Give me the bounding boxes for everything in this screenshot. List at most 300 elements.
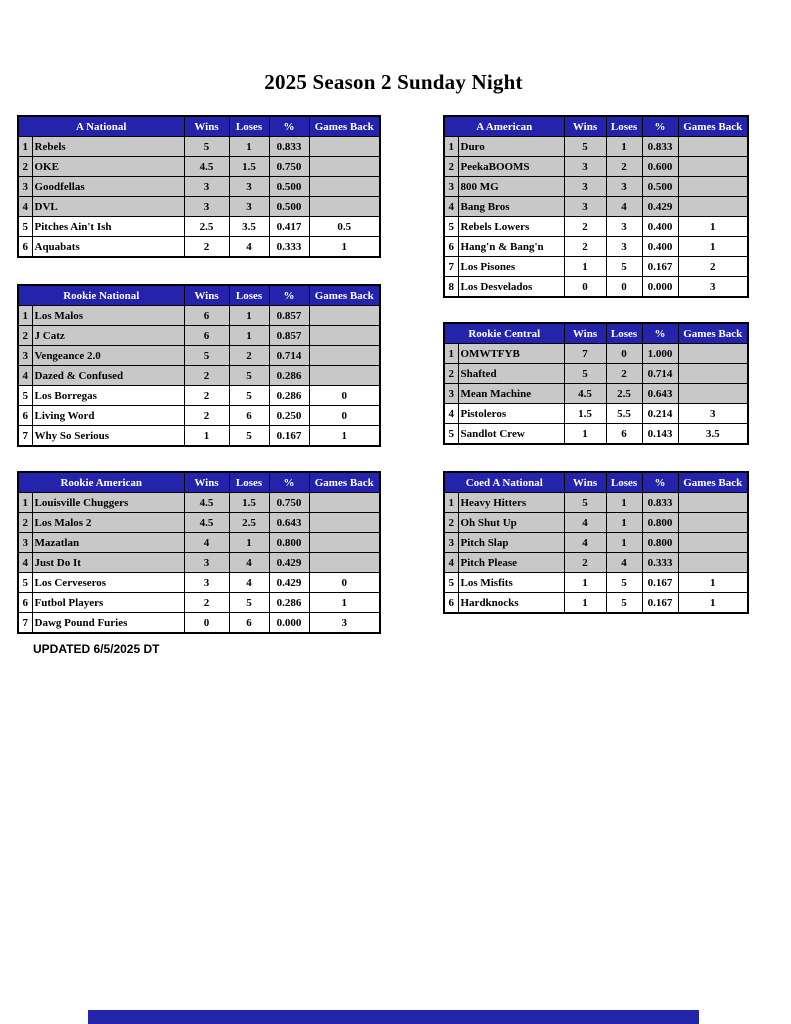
pct-cell: 0.600	[642, 157, 678, 177]
loses-cell: 2.5	[229, 513, 269, 533]
pct-cell: 0.167	[642, 257, 678, 277]
wins-cell: 2	[184, 593, 229, 613]
col-header-loses: Loses	[606, 472, 642, 493]
header-row	[444, 116, 748, 137]
pct-cell: 0.286	[269, 366, 309, 386]
col-header-wins: Wins	[184, 472, 229, 493]
col-header-loses: Loses	[229, 472, 269, 493]
rank-cell: 6	[18, 593, 32, 613]
team-name-cell: Pitches Ain't Ish	[32, 217, 184, 237]
rank-cell: 5	[444, 424, 458, 445]
pct-cell: 0.000	[642, 277, 678, 298]
games-back-cell: 3	[678, 277, 748, 298]
rank-cell: 2	[18, 513, 32, 533]
games-back-cell	[309, 513, 380, 533]
team-row	[18, 237, 380, 258]
league-name-header: A American	[444, 116, 564, 137]
pct-cell: 0.500	[269, 197, 309, 217]
loses-cell: 5	[606, 573, 642, 593]
games-back-cell: 2	[678, 257, 748, 277]
team-row	[18, 197, 380, 217]
wins-cell: 2	[564, 553, 606, 573]
wins-cell: 1	[564, 257, 606, 277]
table-rookie-national	[17, 284, 381, 447]
team-name-cell: Los Malos 2	[32, 513, 184, 533]
table-a-national	[17, 115, 381, 258]
wins-cell: 1	[564, 573, 606, 593]
team-name-cell: Why So Serious	[32, 426, 184, 447]
rank-cell: 5	[444, 573, 458, 593]
rank-cell: 2	[444, 157, 458, 177]
pct-cell: 0.417	[269, 217, 309, 237]
games-back-cell	[678, 197, 748, 217]
wins-cell: 1.5	[564, 404, 606, 424]
team-row	[444, 237, 748, 257]
games-back-cell	[678, 553, 748, 573]
games-back-cell: 3	[309, 613, 380, 634]
rank-cell: 3	[18, 533, 32, 553]
rank-cell: 2	[444, 513, 458, 533]
col-header-loses: Loses	[229, 116, 269, 137]
team-name-cell: Los Misfits	[458, 573, 564, 593]
team-name-cell: Pitch Slap	[458, 533, 564, 553]
header-row	[18, 116, 380, 137]
loses-cell: 0	[606, 277, 642, 298]
games-back-cell: 1	[309, 426, 380, 447]
col-header-games-back: Games Back	[678, 323, 748, 344]
pct-cell: 0.400	[642, 217, 678, 237]
wins-cell: 4.5	[184, 513, 229, 533]
loses-cell: 6	[229, 613, 269, 634]
loses-cell: 1	[229, 137, 269, 157]
pct-cell: 0.429	[269, 553, 309, 573]
team-row	[18, 306, 380, 326]
rank-cell: 8	[444, 277, 458, 298]
rank-cell: 2	[18, 157, 32, 177]
team-name-cell: Dawg Pound Furies	[32, 613, 184, 634]
wins-cell: 4	[184, 533, 229, 553]
team-name-cell: Pistoleros	[458, 404, 564, 424]
pct-cell: 0.143	[642, 424, 678, 445]
pct-cell: 0.857	[269, 306, 309, 326]
rank-cell: 6	[18, 406, 32, 426]
wins-cell: 4.5	[184, 493, 229, 513]
team-row	[18, 177, 380, 197]
team-name-cell: Los Desvelados	[458, 277, 564, 298]
loses-cell: 2	[606, 157, 642, 177]
wins-cell: 2	[184, 406, 229, 426]
page-title: 2025 Season 2 Sunday Night	[264, 70, 523, 94]
games-back-cell	[309, 553, 380, 573]
team-row	[444, 277, 748, 298]
games-back-cell: 1	[678, 573, 748, 593]
loses-cell: 4	[606, 553, 642, 573]
loses-cell: 3	[229, 197, 269, 217]
loses-cell: 1	[606, 513, 642, 533]
bottom-partial-table-bar	[88, 1010, 699, 1024]
col-header-wins: Wins	[564, 116, 606, 137]
wins-cell: 0	[564, 277, 606, 298]
rank-cell: 3	[18, 346, 32, 366]
team-name-cell: Oh Shut Up	[458, 513, 564, 533]
team-row	[444, 137, 748, 157]
pct-cell: 0.833	[642, 493, 678, 513]
league-name-header: Rookie American	[18, 472, 184, 493]
wins-cell: 5	[184, 137, 229, 157]
wins-cell: 3	[184, 197, 229, 217]
wins-cell: 2	[184, 386, 229, 406]
wins-cell: 2	[184, 237, 229, 258]
wins-cell: 6	[184, 326, 229, 346]
wins-cell: 7	[564, 344, 606, 364]
team-name-cell: Hang'n & Bang'n	[458, 237, 564, 257]
updated-note: UPDATED 6/5/2025 DT	[33, 642, 160, 656]
rank-cell: 7	[18, 613, 32, 634]
games-back-cell: 3.5	[678, 424, 748, 445]
loses-cell: 5	[229, 426, 269, 447]
team-row	[444, 217, 748, 237]
loses-cell: 2.5	[606, 384, 642, 404]
team-row	[18, 326, 380, 346]
games-back-cell: 1	[678, 217, 748, 237]
team-name-cell: Rebels Lowers	[458, 217, 564, 237]
rank-cell: 4	[444, 553, 458, 573]
col-header-games-back: Games Back	[678, 116, 748, 137]
games-back-cell: 3	[678, 404, 748, 424]
pct-cell: 0.500	[269, 177, 309, 197]
rank-cell: 4	[444, 404, 458, 424]
wins-cell: 5	[564, 137, 606, 157]
pct-cell: 0.800	[642, 513, 678, 533]
loses-cell: 5	[606, 257, 642, 277]
standings-table-rookie-national	[17, 284, 381, 447]
loses-cell: 1	[229, 326, 269, 346]
pct-cell: 0.250	[269, 406, 309, 426]
loses-cell: 1	[606, 493, 642, 513]
team-row	[18, 137, 380, 157]
rank-cell: 1	[444, 493, 458, 513]
games-back-cell	[309, 157, 380, 177]
wins-cell: 2.5	[184, 217, 229, 237]
loses-cell: 1	[606, 533, 642, 553]
wins-cell: 3	[184, 553, 229, 573]
pct-cell: 0.333	[269, 237, 309, 258]
rank-cell: 4	[18, 366, 32, 386]
team-name-cell: Bang Bros	[458, 197, 564, 217]
rank-cell: 3	[18, 177, 32, 197]
pct-cell: 0.800	[269, 533, 309, 553]
team-row	[18, 426, 380, 447]
rank-cell: 5	[18, 217, 32, 237]
rank-cell: 1	[18, 306, 32, 326]
header-row	[18, 285, 380, 306]
league-name-header: Rookie Central	[444, 323, 564, 344]
rank-cell: 1	[18, 493, 32, 513]
games-back-cell	[678, 364, 748, 384]
loses-cell: 3	[606, 177, 642, 197]
loses-cell: 0	[606, 344, 642, 364]
wins-cell: 2	[564, 217, 606, 237]
games-back-cell	[309, 533, 380, 553]
loses-cell: 3	[606, 217, 642, 237]
pct-cell: 0.429	[269, 573, 309, 593]
games-back-cell: 0	[309, 573, 380, 593]
games-back-cell	[678, 344, 748, 364]
wins-cell: 5	[564, 364, 606, 384]
rank-cell: 3	[444, 384, 458, 404]
loses-cell: 3	[229, 177, 269, 197]
team-name-cell: Heavy Hitters	[458, 493, 564, 513]
team-row	[18, 366, 380, 386]
rank-cell: 5	[444, 217, 458, 237]
col-header-pct: %	[642, 472, 678, 493]
team-row	[18, 157, 380, 177]
loses-cell: 1.5	[229, 157, 269, 177]
rank-cell: 5	[18, 386, 32, 406]
games-back-cell: 1	[678, 237, 748, 257]
standings-table-a-national	[17, 115, 381, 258]
col-header-games-back: Games Back	[309, 116, 380, 137]
rank-cell: 3	[444, 177, 458, 197]
col-header-loses: Loses	[606, 116, 642, 137]
team-row	[444, 533, 748, 553]
rank-cell: 7	[444, 257, 458, 277]
rank-cell: 4	[18, 197, 32, 217]
loses-cell: 1	[229, 306, 269, 326]
games-back-cell	[678, 137, 748, 157]
col-header-wins: Wins	[564, 472, 606, 493]
wins-cell: 0	[184, 613, 229, 634]
games-back-cell	[309, 326, 380, 346]
pct-cell: 0.167	[269, 426, 309, 447]
league-name-header: Rookie National	[18, 285, 184, 306]
team-row	[18, 346, 380, 366]
games-back-cell	[309, 366, 380, 386]
team-row	[18, 493, 380, 513]
games-back-cell	[678, 533, 748, 553]
header-row	[18, 472, 380, 493]
col-header-games-back: Games Back	[309, 285, 380, 306]
team-name-cell: Rebels	[32, 137, 184, 157]
games-back-cell	[309, 306, 380, 326]
rank-cell: 1	[18, 137, 32, 157]
header-row	[444, 472, 748, 493]
wins-cell: 1	[564, 424, 606, 445]
rank-cell: 6	[444, 593, 458, 614]
wins-cell: 6	[184, 306, 229, 326]
team-row	[444, 553, 748, 573]
team-name-cell: OKE	[32, 157, 184, 177]
standings-table-a-american	[443, 115, 749, 298]
team-name-cell: Goodfellas	[32, 177, 184, 197]
team-name-cell: Just Do It	[32, 553, 184, 573]
pct-cell: 0.286	[269, 386, 309, 406]
team-row	[444, 257, 748, 277]
pct-cell: 0.833	[642, 137, 678, 157]
pct-cell: 0.400	[642, 237, 678, 257]
league-name-header: Coed A National	[444, 472, 564, 493]
loses-cell: 5	[229, 366, 269, 386]
wins-cell: 5	[184, 346, 229, 366]
rank-cell: 4	[444, 197, 458, 217]
team-row	[444, 197, 748, 217]
col-header-pct: %	[269, 285, 309, 306]
pct-cell: 0.286	[269, 593, 309, 613]
col-header-loses: Loses	[606, 323, 642, 344]
col-header-games-back: Games Back	[309, 472, 380, 493]
team-name-cell: 800 MG	[458, 177, 564, 197]
standings-table-rookie-central	[443, 322, 749, 445]
rank-cell: 6	[444, 237, 458, 257]
rank-cell: 3	[444, 533, 458, 553]
team-row	[444, 157, 748, 177]
pct-cell: 0.800	[642, 533, 678, 553]
wins-cell: 1	[184, 426, 229, 447]
wins-cell: 4.5	[564, 384, 606, 404]
table-coed-a-national	[443, 471, 749, 614]
team-row	[444, 344, 748, 364]
loses-cell: 3.5	[229, 217, 269, 237]
team-row	[444, 493, 748, 513]
team-name-cell: Dazed & Confused	[32, 366, 184, 386]
team-name-cell: Vengeance 2.0	[32, 346, 184, 366]
team-name-cell: DVL	[32, 197, 184, 217]
pct-cell: 0.857	[269, 326, 309, 346]
games-back-cell: 1	[309, 237, 380, 258]
loses-cell: 1	[606, 137, 642, 157]
col-header-wins: Wins	[184, 285, 229, 306]
games-back-cell	[309, 137, 380, 157]
team-name-cell: Aquabats	[32, 237, 184, 258]
team-row	[18, 513, 380, 533]
team-name-cell: Mazatlan	[32, 533, 184, 553]
pct-cell: 0.643	[642, 384, 678, 404]
team-row	[18, 406, 380, 426]
standings-table-coed-a-national	[443, 471, 749, 614]
wins-cell: 3	[564, 157, 606, 177]
team-row	[444, 177, 748, 197]
team-row	[444, 573, 748, 593]
team-row	[18, 573, 380, 593]
col-header-wins: Wins	[564, 323, 606, 344]
loses-cell: 5	[229, 593, 269, 613]
team-name-cell: Hardknocks	[458, 593, 564, 614]
team-name-cell: OMWTFYB	[458, 344, 564, 364]
table-a-american	[443, 115, 749, 298]
pct-cell: 0.000	[269, 613, 309, 634]
wins-cell: 3	[184, 573, 229, 593]
games-back-cell	[678, 384, 748, 404]
team-row	[444, 404, 748, 424]
team-name-cell: J Catz	[32, 326, 184, 346]
loses-cell: 4	[606, 197, 642, 217]
pct-cell: 0.643	[269, 513, 309, 533]
games-back-cell	[678, 513, 748, 533]
games-back-cell: 0	[309, 406, 380, 426]
pct-cell: 0.333	[642, 553, 678, 573]
loses-cell: 3	[606, 237, 642, 257]
loses-cell: 4	[229, 553, 269, 573]
pct-cell: 0.429	[642, 197, 678, 217]
rank-cell: 2	[18, 326, 32, 346]
loses-cell: 4	[229, 573, 269, 593]
loses-cell: 6	[229, 406, 269, 426]
pct-cell: 0.167	[642, 573, 678, 593]
rank-cell: 6	[18, 237, 32, 258]
team-name-cell: Living Word	[32, 406, 184, 426]
team-name-cell: Louisville Chuggers	[32, 493, 184, 513]
pct-cell: 0.214	[642, 404, 678, 424]
team-row	[18, 217, 380, 237]
loses-cell: 4	[229, 237, 269, 258]
table-rookie-central	[443, 322, 749, 445]
header-row	[444, 323, 748, 344]
wins-cell: 2	[564, 237, 606, 257]
wins-cell: 3	[564, 197, 606, 217]
games-back-cell	[309, 197, 380, 217]
team-row	[18, 386, 380, 406]
pct-cell: 0.714	[269, 346, 309, 366]
loses-cell: 5.5	[606, 404, 642, 424]
loses-cell: 2	[606, 364, 642, 384]
pct-cell: 1.000	[642, 344, 678, 364]
games-back-cell	[678, 177, 748, 197]
loses-cell: 2	[229, 346, 269, 366]
rank-cell: 4	[18, 553, 32, 573]
team-row	[444, 384, 748, 404]
team-name-cell: Pitch Please	[458, 553, 564, 573]
team-name-cell: Duro	[458, 137, 564, 157]
col-header-loses: Loses	[229, 285, 269, 306]
games-back-cell	[309, 346, 380, 366]
table-rookie-american	[17, 471, 381, 634]
rank-cell: 5	[18, 573, 32, 593]
loses-cell: 1	[229, 533, 269, 553]
pct-cell: 0.714	[642, 364, 678, 384]
col-header-pct: %	[269, 472, 309, 493]
wins-cell: 4	[564, 513, 606, 533]
team-name-cell: Futbol Players	[32, 593, 184, 613]
wins-cell: 4	[564, 533, 606, 553]
games-back-cell: 0.5	[309, 217, 380, 237]
team-row	[18, 553, 380, 573]
wins-cell: 1	[564, 593, 606, 614]
team-name-cell: Los Malos	[32, 306, 184, 326]
games-back-cell: 1	[678, 593, 748, 614]
team-row	[444, 513, 748, 533]
games-back-cell	[678, 157, 748, 177]
games-back-cell: 1	[309, 593, 380, 613]
col-header-games-back: Games Back	[678, 472, 748, 493]
games-back-cell	[678, 493, 748, 513]
team-row	[18, 593, 380, 613]
team-name-cell: Los Borregas	[32, 386, 184, 406]
team-row	[444, 424, 748, 445]
col-header-pct: %	[642, 116, 678, 137]
wins-cell: 3	[564, 177, 606, 197]
team-name-cell: Shafted	[458, 364, 564, 384]
loses-cell: 6	[606, 424, 642, 445]
team-row	[18, 533, 380, 553]
games-back-cell	[309, 177, 380, 197]
team-name-cell: Sandlot Crew	[458, 424, 564, 445]
league-name-header: A National	[18, 116, 184, 137]
col-header-pct: %	[642, 323, 678, 344]
loses-cell: 5	[606, 593, 642, 614]
team-name-cell: Los Pisones	[458, 257, 564, 277]
wins-cell: 2	[184, 366, 229, 386]
standings-table-rookie-american	[17, 471, 381, 634]
